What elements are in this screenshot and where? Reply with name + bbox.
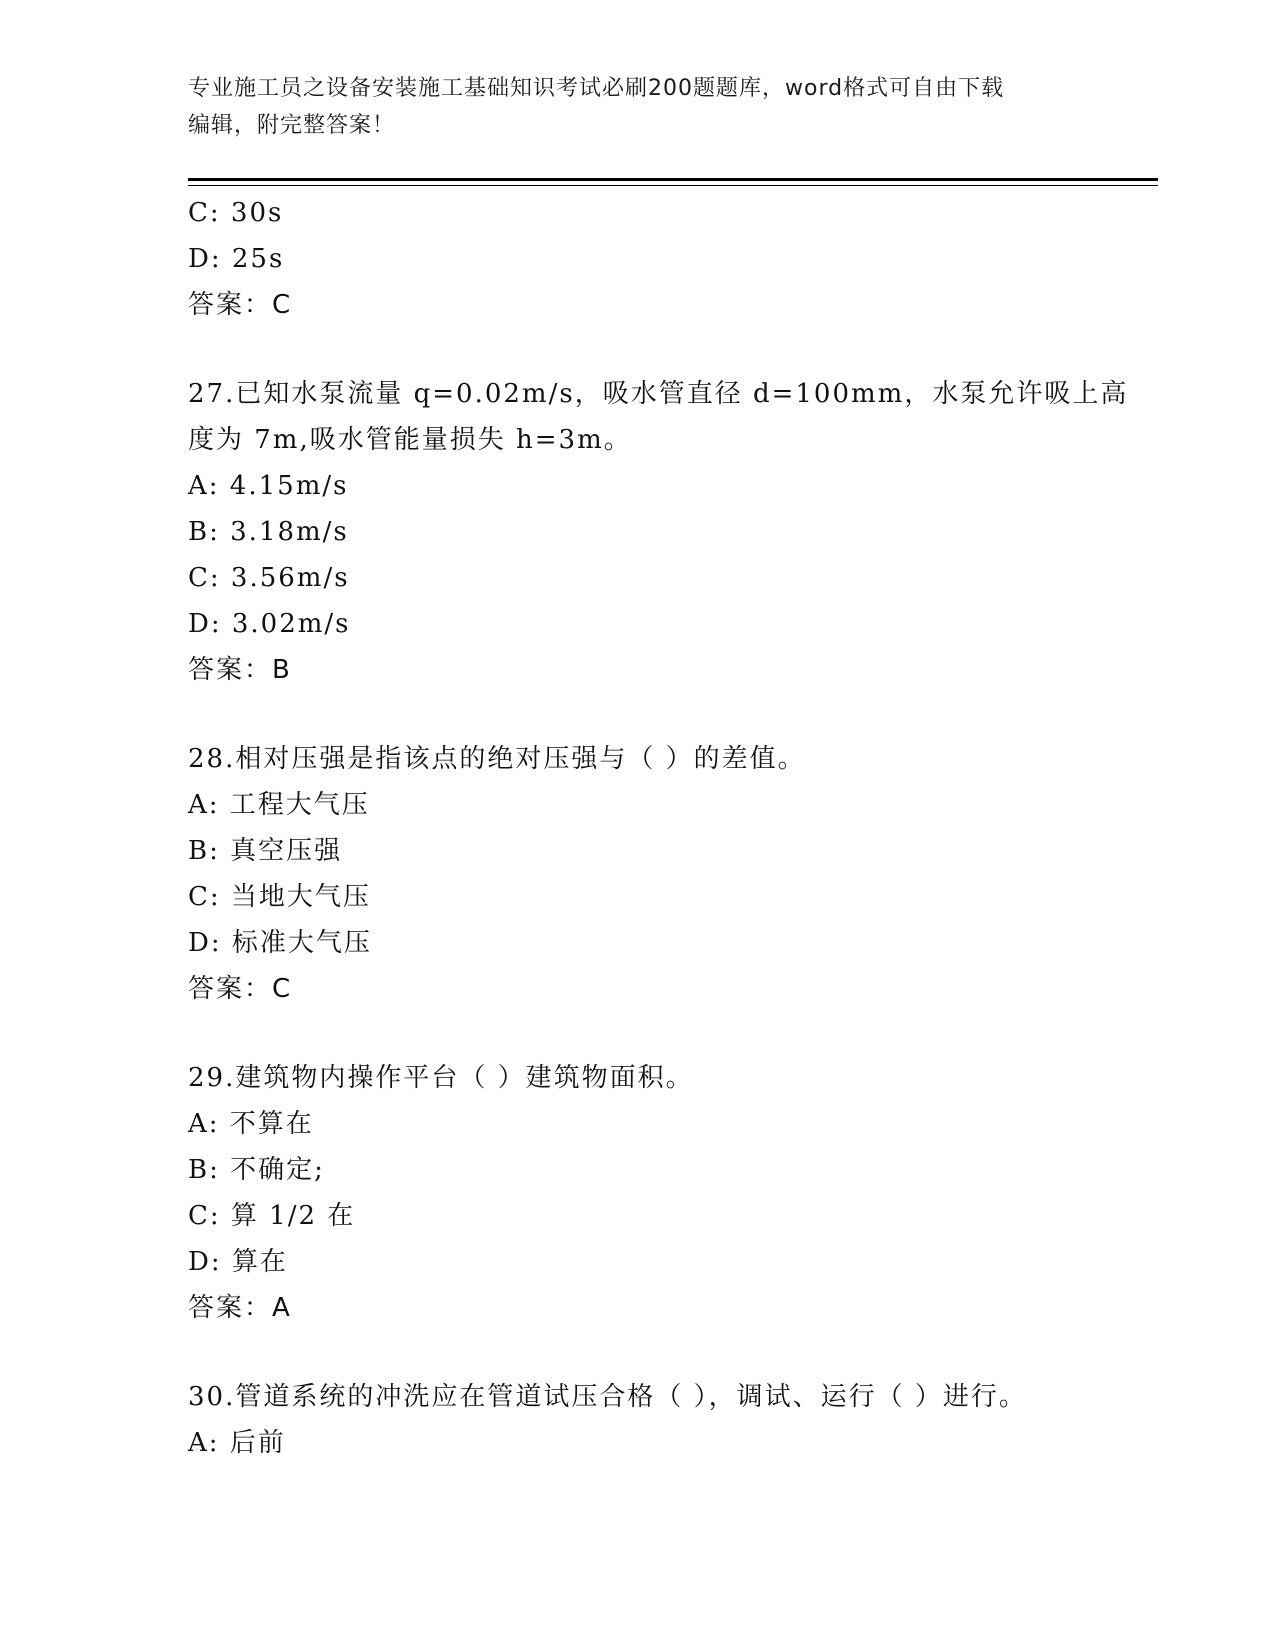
header-line-1: 专业施工员之设备安装施工基础知识考试必刷200题题库，word格式可自由下载	[188, 76, 1005, 101]
document-header	[188, 70, 1088, 144]
question-list	[188, 190, 1129, 1466]
question-text-continued: 度为 7m,吸水管能量损失 h=3m。	[188, 425, 632, 455]
question-26	[188, 190, 1088, 328]
option-d: D: 标准大气压	[188, 928, 372, 958]
answer: 答案：B	[188, 655, 292, 685]
option-c: C: 3.56m/s	[188, 563, 350, 593]
option-c: C: 当地大气压	[188, 882, 371, 912]
question-28	[188, 736, 1088, 1012]
question-text: 28.相对压强是指该点的绝对压强与（ ）的差值。	[188, 744, 806, 774]
question-29	[188, 1055, 1088, 1331]
answer: 答案：C	[188, 974, 293, 1004]
option-a: A: 后前	[188, 1428, 286, 1458]
option-d: D: 算在	[188, 1247, 288, 1277]
spacer	[188, 328, 1088, 371]
question-text: 30.管道系统的冲洗应在管道试压合格（ ），调试、运行（ ）进行。	[188, 1382, 1027, 1412]
question-30	[188, 1374, 1088, 1466]
header-divider-thick	[188, 178, 1158, 181]
spacer	[188, 1012, 1088, 1055]
option-c: C: 算 1/2 在	[188, 1201, 356, 1231]
option-a: A: 不算在	[188, 1109, 314, 1139]
option-a: A: 4.15m/s	[188, 471, 349, 501]
spacer	[188, 1331, 1088, 1374]
header-divider-thin	[188, 185, 1158, 186]
answer: 答案：A	[188, 1293, 292, 1323]
option-b: B: 不确定;	[188, 1155, 325, 1185]
option-d: D: 25s	[188, 244, 285, 274]
question-text: 27.已知水泵流量 q=0.02m/s，吸水管直径 d=100mm，水泵允许吸上高	[188, 379, 1129, 409]
question-27	[188, 371, 1129, 693]
answer: 答案：C	[188, 290, 293, 320]
option-b: B: 真空压强	[188, 836, 343, 866]
question-text: 29.建筑物内操作平台（ ）建筑物面积。	[188, 1063, 694, 1093]
spacer	[188, 693, 1088, 736]
header-line-2: 编辑，附完整答案！	[188, 113, 396, 138]
option-b: B: 3.18m/s	[188, 517, 349, 547]
option-c: C: 30s	[188, 198, 284, 228]
option-a: A: 工程大气压	[188, 790, 370, 820]
option-d: D: 3.02m/s	[188, 609, 351, 639]
